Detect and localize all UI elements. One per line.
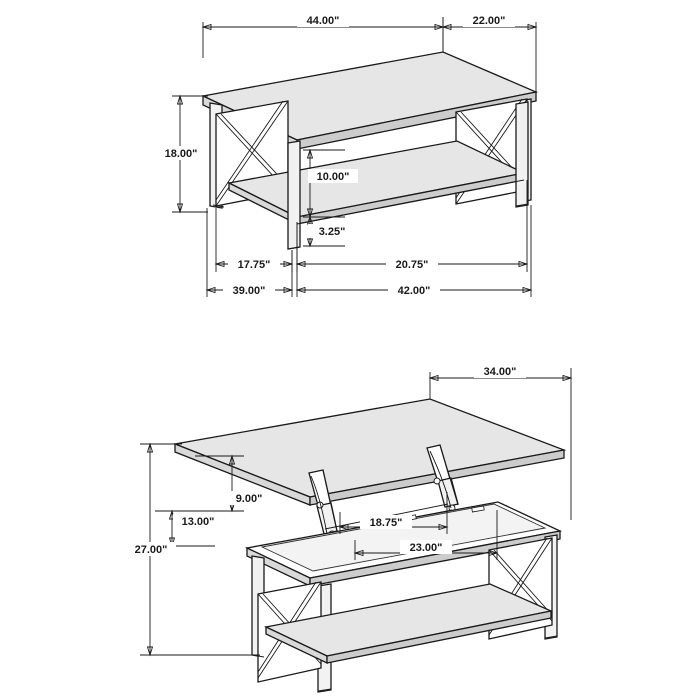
dim-label-top-width: 44.00"	[306, 15, 340, 27]
figure-closed	[156, 13, 536, 297]
dim-overall-height	[156, 96, 208, 212]
table-closed-body	[203, 49, 536, 258]
dim-label-lift-underside-height: 13.00"	[181, 516, 215, 528]
figure-open	[126, 364, 571, 692]
dim-label-base-depth-span: 39.00"	[232, 285, 266, 297]
dim-label-shelf-height: 10.00"	[316, 171, 350, 183]
dim-base-width	[297, 205, 531, 297]
dim-label-leg-depth-span: 17.75"	[237, 259, 271, 271]
dim-label-lift-top-width: 34.00"	[483, 366, 517, 378]
dim-label-top-depth: 22.00"	[472, 15, 506, 27]
dim-lift-underside-height	[155, 511, 223, 546]
dim-label-lift-rise: 9.00"	[235, 493, 263, 505]
dim-label-shelf-width: 20.75"	[395, 259, 429, 271]
dim-label-storage-width: 23.00"	[409, 542, 443, 554]
lift-top-panel	[175, 399, 564, 505]
dim-label-shelf-clearance: 3.25"	[318, 226, 346, 238]
dim-label-storage-depth: 18.75"	[369, 517, 403, 529]
dim-top-width	[203, 13, 443, 58]
dim-label-overall-lifted-height: 27.00"	[134, 544, 168, 556]
dim-label-base-width: 42.00"	[397, 285, 431, 297]
dim-label-overall-height: 18.00"	[164, 148, 198, 160]
